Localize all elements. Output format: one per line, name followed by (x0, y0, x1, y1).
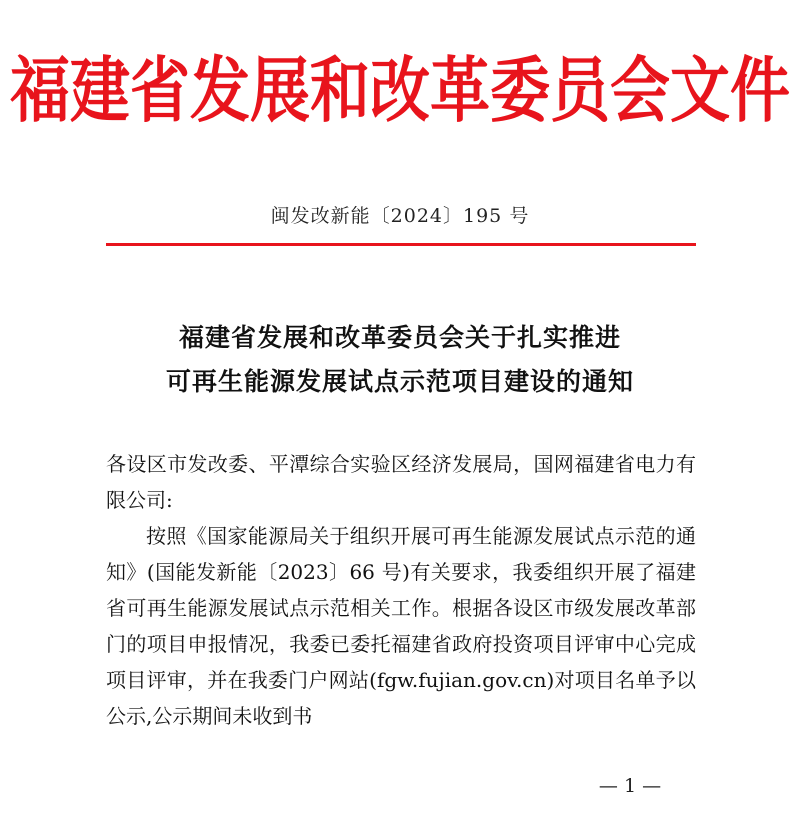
document-number: 闽发改新能〔2024〕195 号 (270, 205, 530, 227)
notice-title-line-1: 福建省发展和改革委员会关于扎实推进 (178, 323, 621, 352)
page-number: — 1 — (598, 775, 662, 797)
red-divider-line (106, 243, 696, 246)
masthead-title: 福建省发展和改革委员会文件 (10, 49, 790, 133)
notice-title-line-2: 可再生能源发展试点示范项目建设的通知 (165, 367, 634, 396)
addressee: 各设区市发改委、平潭综合实验区经济发展局，国网福建省电力有限公司: (106, 452, 696, 512)
body-paragraph-1: 按照《国家能源局关于组织开展可再生能源发展试点示范的通知》(国能发新能〔2023〕66 号)有关要求，我委组织开展了福建省可再生能源发展试点示范相关工作。根据各设区市级发展改革部门的项目申报情况，我委已委托福建省政府投资项目评审中心完成项目评审，并在我委门户网站(fgw.fujian.gov.cn)对项目名单予以公示,公示期间未收到书 (106, 524, 696, 728)
document-body (106, 446, 696, 734)
notice-title (0, 316, 800, 404)
